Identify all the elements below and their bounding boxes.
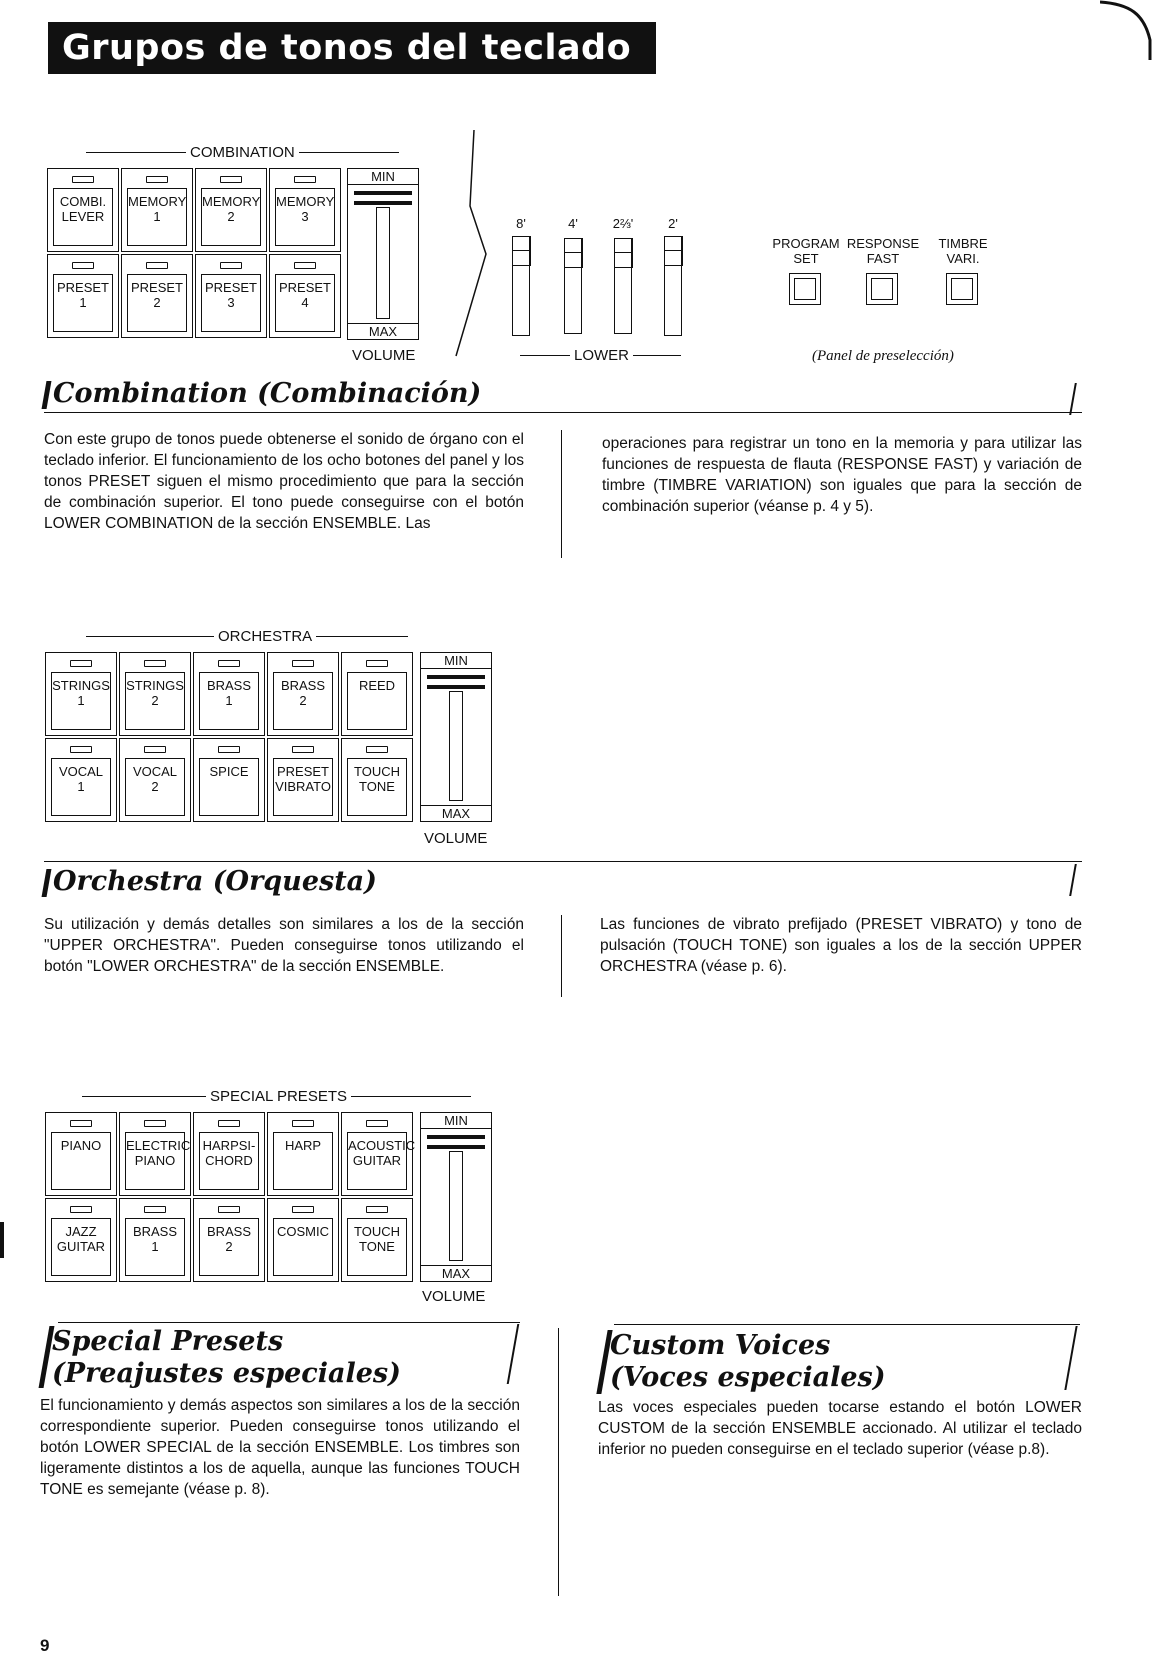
button-label: TONE xyxy=(359,779,395,794)
led-indicator xyxy=(144,1120,166,1127)
tone-button-spice[interactable] xyxy=(193,738,265,822)
button-label: 2 xyxy=(227,209,235,224)
tone-button-preset-1[interactable] xyxy=(47,254,119,338)
orchestra-group-label: ORCHESTRA xyxy=(86,628,408,645)
button-label: BRASS xyxy=(206,678,252,693)
tone-button-cosmic[interactable] xyxy=(267,1198,339,1282)
panel-separator xyxy=(450,128,490,360)
button-label: 4 xyxy=(301,295,309,310)
column-separator xyxy=(561,430,562,558)
button-label: PRESET xyxy=(278,280,331,295)
volume-min-label: MIN xyxy=(348,169,418,185)
orchestra-heading xyxy=(44,866,377,897)
button-label: PRESET xyxy=(130,280,183,295)
orchestra-volume-label: VOLUME xyxy=(424,830,488,847)
custom-heading-line1: Custom Voices xyxy=(610,1330,831,1361)
button-face xyxy=(127,274,187,332)
preset-button-label xyxy=(913,236,1013,266)
button-label: 2 xyxy=(299,693,307,708)
button-label: VIBRATO xyxy=(275,779,331,794)
preset-button-label-line: PROGRAM xyxy=(772,236,840,251)
custom-heading xyxy=(602,1330,886,1394)
tone-button-brass-2[interactable] xyxy=(193,1198,265,1282)
drawbar[interactable] xyxy=(512,236,530,336)
tone-button-harp[interactable] xyxy=(267,1112,339,1196)
button-label: TOUCH xyxy=(354,1224,400,1239)
combination-volume-slider[interactable] xyxy=(347,168,419,340)
volume-knob[interactable] xyxy=(354,191,412,205)
drawbar[interactable] xyxy=(564,238,582,334)
button-label: 1 xyxy=(225,693,233,708)
rule-end-mark xyxy=(507,1324,520,1384)
tone-button-reed[interactable] xyxy=(341,652,413,736)
button-label: HARP xyxy=(284,1138,322,1153)
volume-slot xyxy=(376,207,390,319)
button-label: BRASS xyxy=(280,678,326,693)
button-label: STRINGS xyxy=(52,678,110,693)
button-face xyxy=(53,188,113,246)
led-indicator xyxy=(220,176,242,183)
heading-bar xyxy=(42,869,52,897)
orchestra-volume-slider[interactable] xyxy=(420,652,492,822)
rule-end-mark xyxy=(1069,864,1077,896)
led-indicator xyxy=(294,176,316,183)
button-face xyxy=(347,1132,416,1190)
button-label: PRESET xyxy=(56,280,109,295)
preset-button-label-line: FAST xyxy=(866,251,900,266)
special-group-label: SPECIAL PRESETS xyxy=(82,1088,471,1105)
button-label: BRASS xyxy=(132,1224,178,1239)
combination-heading xyxy=(44,378,481,409)
button-label: VOCAL xyxy=(58,764,104,779)
column-separator xyxy=(561,915,562,997)
volume-max-label: MAX xyxy=(421,1265,491,1281)
combination-text-col1: Con este grupo de tonos puede obtenerse el sonido de órgano con el teclado inferior. El funcionamiento de los ocho botones del panel y los tonos PRESET siguen el mismo procedimiento que para la sección de combinación superior. El tono puede conseguirse con el botón LOWER COMBINATION de la sección ENSEMBLE. Las xyxy=(44,431,524,532)
column-separator xyxy=(558,1328,559,1596)
page-title: Grupos de tonos del teclado inferior xyxy=(48,22,656,74)
button-face xyxy=(51,1132,111,1190)
tone-button-memory-3[interactable] xyxy=(269,168,341,252)
led-indicator xyxy=(146,176,168,183)
special-volume-slider[interactable] xyxy=(420,1112,492,1282)
volume-slot xyxy=(449,1151,463,1261)
tone-button-piano[interactable] xyxy=(45,1112,117,1196)
led-indicator xyxy=(72,262,94,269)
button-label: TOUCH xyxy=(354,764,400,779)
button-face xyxy=(199,672,259,730)
tone-button-electric-piano[interactable] xyxy=(119,1112,191,1196)
tone-button-touch-tone[interactable] xyxy=(341,1198,413,1282)
button-label: MEMORY xyxy=(276,194,335,209)
button-label: COMBI. xyxy=(59,194,107,209)
led-indicator xyxy=(366,660,388,667)
rule-end-mark xyxy=(1064,1326,1077,1390)
button-face xyxy=(347,1218,407,1276)
button-face xyxy=(51,758,111,816)
led-indicator xyxy=(292,660,314,667)
led-indicator xyxy=(218,1120,240,1127)
button-label: REED xyxy=(358,678,396,693)
button-face xyxy=(51,1218,111,1276)
button-label: LEVER xyxy=(61,209,105,224)
led-indicator xyxy=(218,746,240,753)
special-rule xyxy=(58,1322,520,1323)
tone-button-brass-1[interactable] xyxy=(119,1198,191,1282)
button-face xyxy=(199,1218,259,1276)
tone-button-memory-2[interactable] xyxy=(195,168,267,252)
orchestra-text-col2: Las funciones de vibrato prefijado (PRESET VIBRATO) y tono de pulsación (TOUCH TONE) son iguales a los de la sección UPPER ORCHESTRA (véase p. 6). xyxy=(600,916,1082,975)
preset-button-label-line: TIMBRE xyxy=(938,236,988,251)
volume-slot xyxy=(449,691,463,801)
button-face xyxy=(275,274,335,332)
button-label: COSMIC xyxy=(277,1224,329,1239)
button-label: CHORD xyxy=(205,1153,253,1168)
button-label: 2 xyxy=(151,693,159,708)
volume-max-label: MAX xyxy=(348,323,418,339)
drawbar-head xyxy=(564,238,583,268)
tone-button-brass-1[interactable] xyxy=(193,652,265,736)
button-face xyxy=(53,274,113,332)
button-label: VOCAL xyxy=(132,764,178,779)
button-label: HARPSI- xyxy=(202,1138,256,1153)
tone-button-preset-3[interactable] xyxy=(195,254,267,338)
led-indicator xyxy=(220,262,242,269)
tone-button-jazz-guitar[interactable] xyxy=(45,1198,117,1282)
heading-bar xyxy=(42,381,52,409)
special-heading xyxy=(44,1326,401,1390)
button-label: GUITAR xyxy=(352,1153,402,1168)
led-indicator xyxy=(72,176,94,183)
preset-button-label-line: SET xyxy=(793,251,819,266)
button-label: ELECTRIC xyxy=(126,1138,191,1153)
button-label: ACOUSTIC xyxy=(348,1138,416,1153)
button-label: GUITAR xyxy=(56,1239,106,1254)
button-face xyxy=(125,672,185,730)
button-label: MEMORY xyxy=(202,194,261,209)
led-indicator xyxy=(292,1120,314,1127)
button-label: 1 xyxy=(77,779,85,794)
button-face xyxy=(273,1218,333,1276)
combination-heading-text: Combination (Combinación) xyxy=(53,378,482,409)
button-label: PIANO xyxy=(60,1138,102,1153)
tone-button-preset-4[interactable] xyxy=(269,254,341,338)
led-indicator xyxy=(144,1206,166,1213)
button-face xyxy=(347,758,407,816)
button-label: BRASS xyxy=(206,1224,252,1239)
button-label: PIANO xyxy=(134,1153,176,1168)
tone-button-vocal-2[interactable] xyxy=(119,738,191,822)
drawbar-label: 2' xyxy=(668,216,678,231)
button-label: JAZZ xyxy=(65,1224,97,1239)
led-indicator xyxy=(292,746,314,753)
button-label: PRESET xyxy=(204,280,257,295)
drawbar-head xyxy=(512,236,531,266)
tone-button-strings-1[interactable] xyxy=(45,652,117,736)
drawbar[interactable] xyxy=(614,238,632,334)
button-face xyxy=(273,672,333,730)
button-label: 1 xyxy=(79,295,87,310)
tone-button-harpsi-chord[interactable] xyxy=(193,1112,265,1196)
volume-max-label: MAX xyxy=(421,805,491,821)
preset-square-button[interactable] xyxy=(946,273,978,305)
button-face xyxy=(125,1218,185,1276)
led-indicator xyxy=(292,1206,314,1213)
tone-button-acoustic-guitar[interactable] xyxy=(341,1112,416,1196)
drawbar-label: 4' xyxy=(568,216,578,231)
tone-button-memory-1[interactable] xyxy=(121,168,193,252)
led-indicator xyxy=(70,1206,92,1213)
tone-button-strings-2[interactable] xyxy=(119,652,191,736)
page-number: 9 xyxy=(40,1636,50,1655)
button-label: MEMORY xyxy=(128,194,187,209)
rule-end-mark xyxy=(1069,383,1077,415)
led-indicator xyxy=(146,262,168,269)
led-indicator xyxy=(70,1120,92,1127)
led-indicator xyxy=(144,660,166,667)
preset-panel-caption: (Panel de preselección) xyxy=(812,348,954,364)
drawbar-head xyxy=(614,238,633,268)
special-heading-line1: Special Presets xyxy=(52,1326,284,1357)
led-indicator xyxy=(144,746,166,753)
led-indicator xyxy=(366,1120,388,1127)
page-corner-curve xyxy=(1100,0,1152,60)
button-face xyxy=(127,188,187,246)
tone-button-vocal-1[interactable] xyxy=(45,738,117,822)
tone-button-preset-2[interactable] xyxy=(121,254,193,338)
button-face xyxy=(199,1132,259,1190)
preset-square-button[interactable] xyxy=(789,273,821,305)
special-heading-line2: (Preajustes especiales) xyxy=(52,1358,401,1389)
volume-min-label: MIN xyxy=(421,653,491,669)
drawbar[interactable] xyxy=(664,236,682,336)
button-label: SPICE xyxy=(209,764,249,779)
volume-knob[interactable] xyxy=(427,1135,485,1149)
button-face xyxy=(199,758,259,816)
button-label: 2 xyxy=(153,295,161,310)
orchestra-heading-text: Orchestra (Orquesta) xyxy=(53,866,377,897)
led-indicator xyxy=(218,660,240,667)
button-face xyxy=(125,758,185,816)
volume-knob[interactable] xyxy=(427,675,485,689)
button-face xyxy=(273,758,333,816)
button-label: 1 xyxy=(151,1239,159,1254)
custom-rule xyxy=(614,1324,1080,1325)
drawbar-label: 8' xyxy=(516,216,526,231)
tone-button-preset-vibrato[interactable] xyxy=(267,738,339,822)
led-indicator xyxy=(366,1206,388,1213)
button-face xyxy=(125,1132,191,1190)
button-face xyxy=(201,188,261,246)
custom-text: Las voces especiales pueden tocarse estando el botón LOWER CUSTOM de la sección ENSEMBLE accionado. Al utilizar el teclado inferior no pueden conseguirse en el teclado superior (véase p.8). xyxy=(598,1399,1082,1458)
button-face xyxy=(347,672,407,730)
button-label: STRINGS xyxy=(126,678,184,693)
preset-button-label-line: VARI. xyxy=(946,251,980,266)
button-label: PRESET xyxy=(276,764,329,779)
button-label: 2 xyxy=(225,1239,233,1254)
preset-square-button[interactable] xyxy=(866,273,898,305)
button-face xyxy=(273,1132,333,1190)
tone-button-brass-2[interactable] xyxy=(267,652,339,736)
button-label: 3 xyxy=(301,209,309,224)
button-label: 1 xyxy=(77,693,85,708)
led-indicator xyxy=(294,262,316,269)
drawbar-head xyxy=(664,236,683,266)
led-indicator xyxy=(218,1206,240,1213)
orchestra-text-col1: Su utilización y demás detalles son similares a los de la sección "UPPER ORCHESTRA". Pueden conseguirse tonos utilizando el botón "LOWER ORCHESTRA" de la sección ENSEMBLE. xyxy=(44,916,524,975)
custom-heading-line2: (Voces especiales) xyxy=(610,1362,886,1393)
led-indicator xyxy=(366,746,388,753)
special-text: El funcionamiento y demás aspectos son similares a los de la sección correspondiente superior. Pueden conseguirse tonos utilizando el botón LOWER SPECIAL de la sección ENSEMBLE. Los timbres son ligeramente distintos a los de aquella, aunque las funciones TOUCH TONE es semejante (véase p. 8). xyxy=(40,1397,520,1498)
tone-button-combi-lever[interactable] xyxy=(47,168,119,252)
button-face xyxy=(201,274,261,332)
combination-rule xyxy=(44,412,1082,413)
volume-min-label: MIN xyxy=(421,1113,491,1129)
special-volume-label: VOLUME xyxy=(422,1288,486,1305)
combination-text-col2: operaciones para registrar un tono en la memoria y para utilizar las funciones de respuesta de flauta (RESPONSE FAST) y variación de timbre (TIMBRE VARIATION) son iguales que para la sección de combinación superior (véanse p. 4 y 5). xyxy=(602,435,1082,515)
button-label: TONE xyxy=(359,1239,395,1254)
button-label: 2 xyxy=(151,779,159,794)
lower-group-label: LOWER xyxy=(520,347,681,364)
combination-group-label: COMBINATION xyxy=(86,144,399,161)
tone-button-touch-tone[interactable] xyxy=(341,738,413,822)
combination-volume-label: VOLUME xyxy=(352,347,416,364)
button-face xyxy=(51,672,111,730)
preset-button-label-line: RESPONSE xyxy=(846,236,920,251)
margin-mark xyxy=(0,1222,4,1258)
button-label: 1 xyxy=(153,209,161,224)
led-indicator xyxy=(70,660,92,667)
orchestra-rule xyxy=(44,861,1082,862)
drawbar-label: 2⅔' xyxy=(612,216,634,231)
button-label: 3 xyxy=(227,295,235,310)
led-indicator xyxy=(70,746,92,753)
button-face xyxy=(275,188,335,246)
